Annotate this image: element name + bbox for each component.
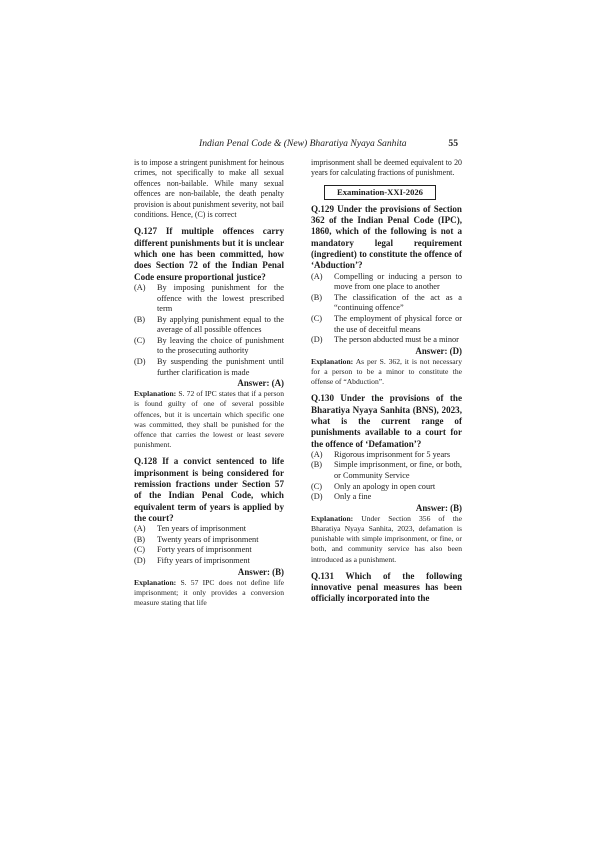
question-text: Q.129 Under the provisions of Section 362 of the Indian Penal Code (IPC), 1860, which of the following is not a mandatory legal requirement (ingredient) to constitute the offence of ‘Abduction’? [311, 203, 462, 271]
explanation-label: Explanation: [311, 513, 354, 523]
option-key: (B) [134, 314, 146, 324]
right-column [311, 158, 462, 605]
option-key: (C) [134, 545, 146, 555]
option-text: Only a fine [334, 492, 372, 502]
page-header [136, 138, 458, 152]
option-key: (A) [134, 524, 146, 534]
explanation-text: S. 57 IPC does not define life imprisonment; it only provides a conversion measure stating that life [134, 577, 285, 608]
option-key: (C) [311, 313, 323, 323]
option-key: (D) [134, 556, 146, 566]
explanation [311, 357, 462, 388]
question-128 [134, 456, 284, 608]
page-number: 55 [448, 138, 458, 149]
question-129 [311, 204, 462, 388]
explanation [134, 389, 284, 450]
option-text: By leaving the choice of punishment to the prosecuting authority [157, 335, 284, 356]
option-d [134, 357, 284, 378]
explanation-continuation: imprisonment shall be deemed equivalent to 20 years for calculating fractions of punishment. [311, 158, 462, 178]
option-text: The employment of physical force or the use of deceitful means [334, 313, 462, 334]
option-text: Fifty years of imprisonment [157, 556, 250, 566]
option-text: Rigorous imprisonment for 5 years [334, 449, 451, 459]
explanation-text: As per S. 362, it is not necessary for a person to be a minor to constitute the offense of “Abduction”. [311, 356, 462, 387]
option-d [311, 335, 462, 346]
option-a [311, 272, 462, 293]
option-c [311, 482, 462, 493]
option-text: By suspending the punishment until further clarification is made [157, 357, 284, 377]
option-c [134, 336, 284, 357]
answer: Answer: (B) [415, 502, 462, 513]
option-d [311, 492, 462, 503]
answer: Answer: (D) [415, 345, 462, 356]
explanation-label: Explanation: [134, 577, 177, 587]
option-text: By imposing punishment for the offence with the lowest prescribed term [157, 282, 284, 314]
option-key: (D) [134, 357, 146, 367]
question-text: Q.130 Under the provisions of the Bharatiya Nyaya Sanhita (BNS), 2023, what is the current range of punishments available to a court for the offence of ‘Defamation’? [311, 393, 462, 449]
option-key: (D) [311, 335, 323, 345]
option-key: (C) [311, 481, 323, 491]
option-b [311, 293, 462, 314]
option-a [134, 524, 284, 535]
question-131 [311, 571, 462, 605]
explanation-label: Explanation: [311, 356, 354, 366]
answer: Answer: (B) [237, 566, 284, 577]
option-text: The person abducted must be a minor [334, 335, 459, 345]
option-key: (C) [134, 335, 146, 345]
option-key: (A) [134, 282, 146, 292]
option-key: (B) [134, 534, 146, 544]
examination-label: Examination-XXI-2026 [324, 185, 436, 200]
explanation-text: S. 72 of IPC states that if a person is found guilty of one of several possible offences, but it is uncertain which specific one was committed, they shall be punished for the offence that carries the lowest or least severe punishment. [134, 389, 285, 450]
option-text: Simple imprisonment, or fine, or both, or Community Service [334, 460, 462, 481]
option-a [134, 283, 284, 315]
left-column [134, 158, 284, 608]
option-a [311, 450, 462, 461]
running-title: Indian Penal Code & (New) Bharatiya Nyaya Sanhita [199, 138, 407, 149]
option-text: Only an apology in open court [334, 481, 436, 491]
explanation [311, 514, 462, 565]
option-d [134, 556, 284, 567]
explanation-label: Explanation: [134, 389, 177, 399]
option-text: The classification of the act as a “continuing offence” [334, 292, 462, 313]
question-text: Q.127 If multiple offences carry different punishments but it is unclear which one has been committed, how does Section 72 of the Indian Penal Code ensure proportional justice? [134, 226, 284, 282]
intro-continuation: is to impose a stringent punishment for heinous crimes, not specifically to make all sexual offences non-bailable. While many sexual offences are non-bailable, the death penalty provision is about punishment severity, not bail conditions. Hence, (C) is correct [134, 158, 284, 220]
option-c [311, 314, 462, 335]
option-text: Twenty years of imprisonment [157, 534, 259, 544]
answer: Answer: (A) [237, 378, 284, 389]
explanation-text: Under Section 356 of the Bharatiya Nyaya Sanhita, 2023, defamation is punishable with simple imprisonment, or fine, or both, and community service has also been introduced as a punishment. [311, 513, 462, 564]
question-text: Q.128 If a convict sentenced to life imprisonment is being considered for remission fractions under Section 57 of the Indian Penal Code, which equivalent term of years is applied by the court? [134, 456, 284, 523]
question-text: Q.131 Which of the following innovative penal measures has been officially incorporated into the [311, 570, 462, 604]
option-key: (A) [311, 271, 323, 281]
option-key: (D) [311, 492, 323, 502]
option-key: (A) [311, 449, 323, 459]
option-text: Forty years of imprisonment [157, 545, 252, 555]
option-c [134, 545, 284, 556]
question-130 [311, 393, 462, 564]
option-b [134, 535, 284, 546]
question-127 [134, 226, 284, 450]
option-b [134, 315, 284, 336]
option-text: By applying punishment equal to the average of all possible offences [157, 314, 284, 335]
option-text: Compelling or inducing a person to move from one place to another [334, 271, 462, 292]
option-b [311, 460, 462, 481]
explanation [134, 578, 284, 609]
option-key: (B) [311, 460, 323, 470]
option-key: (B) [311, 292, 323, 302]
option-text: Ten years of imprisonment [157, 524, 247, 534]
